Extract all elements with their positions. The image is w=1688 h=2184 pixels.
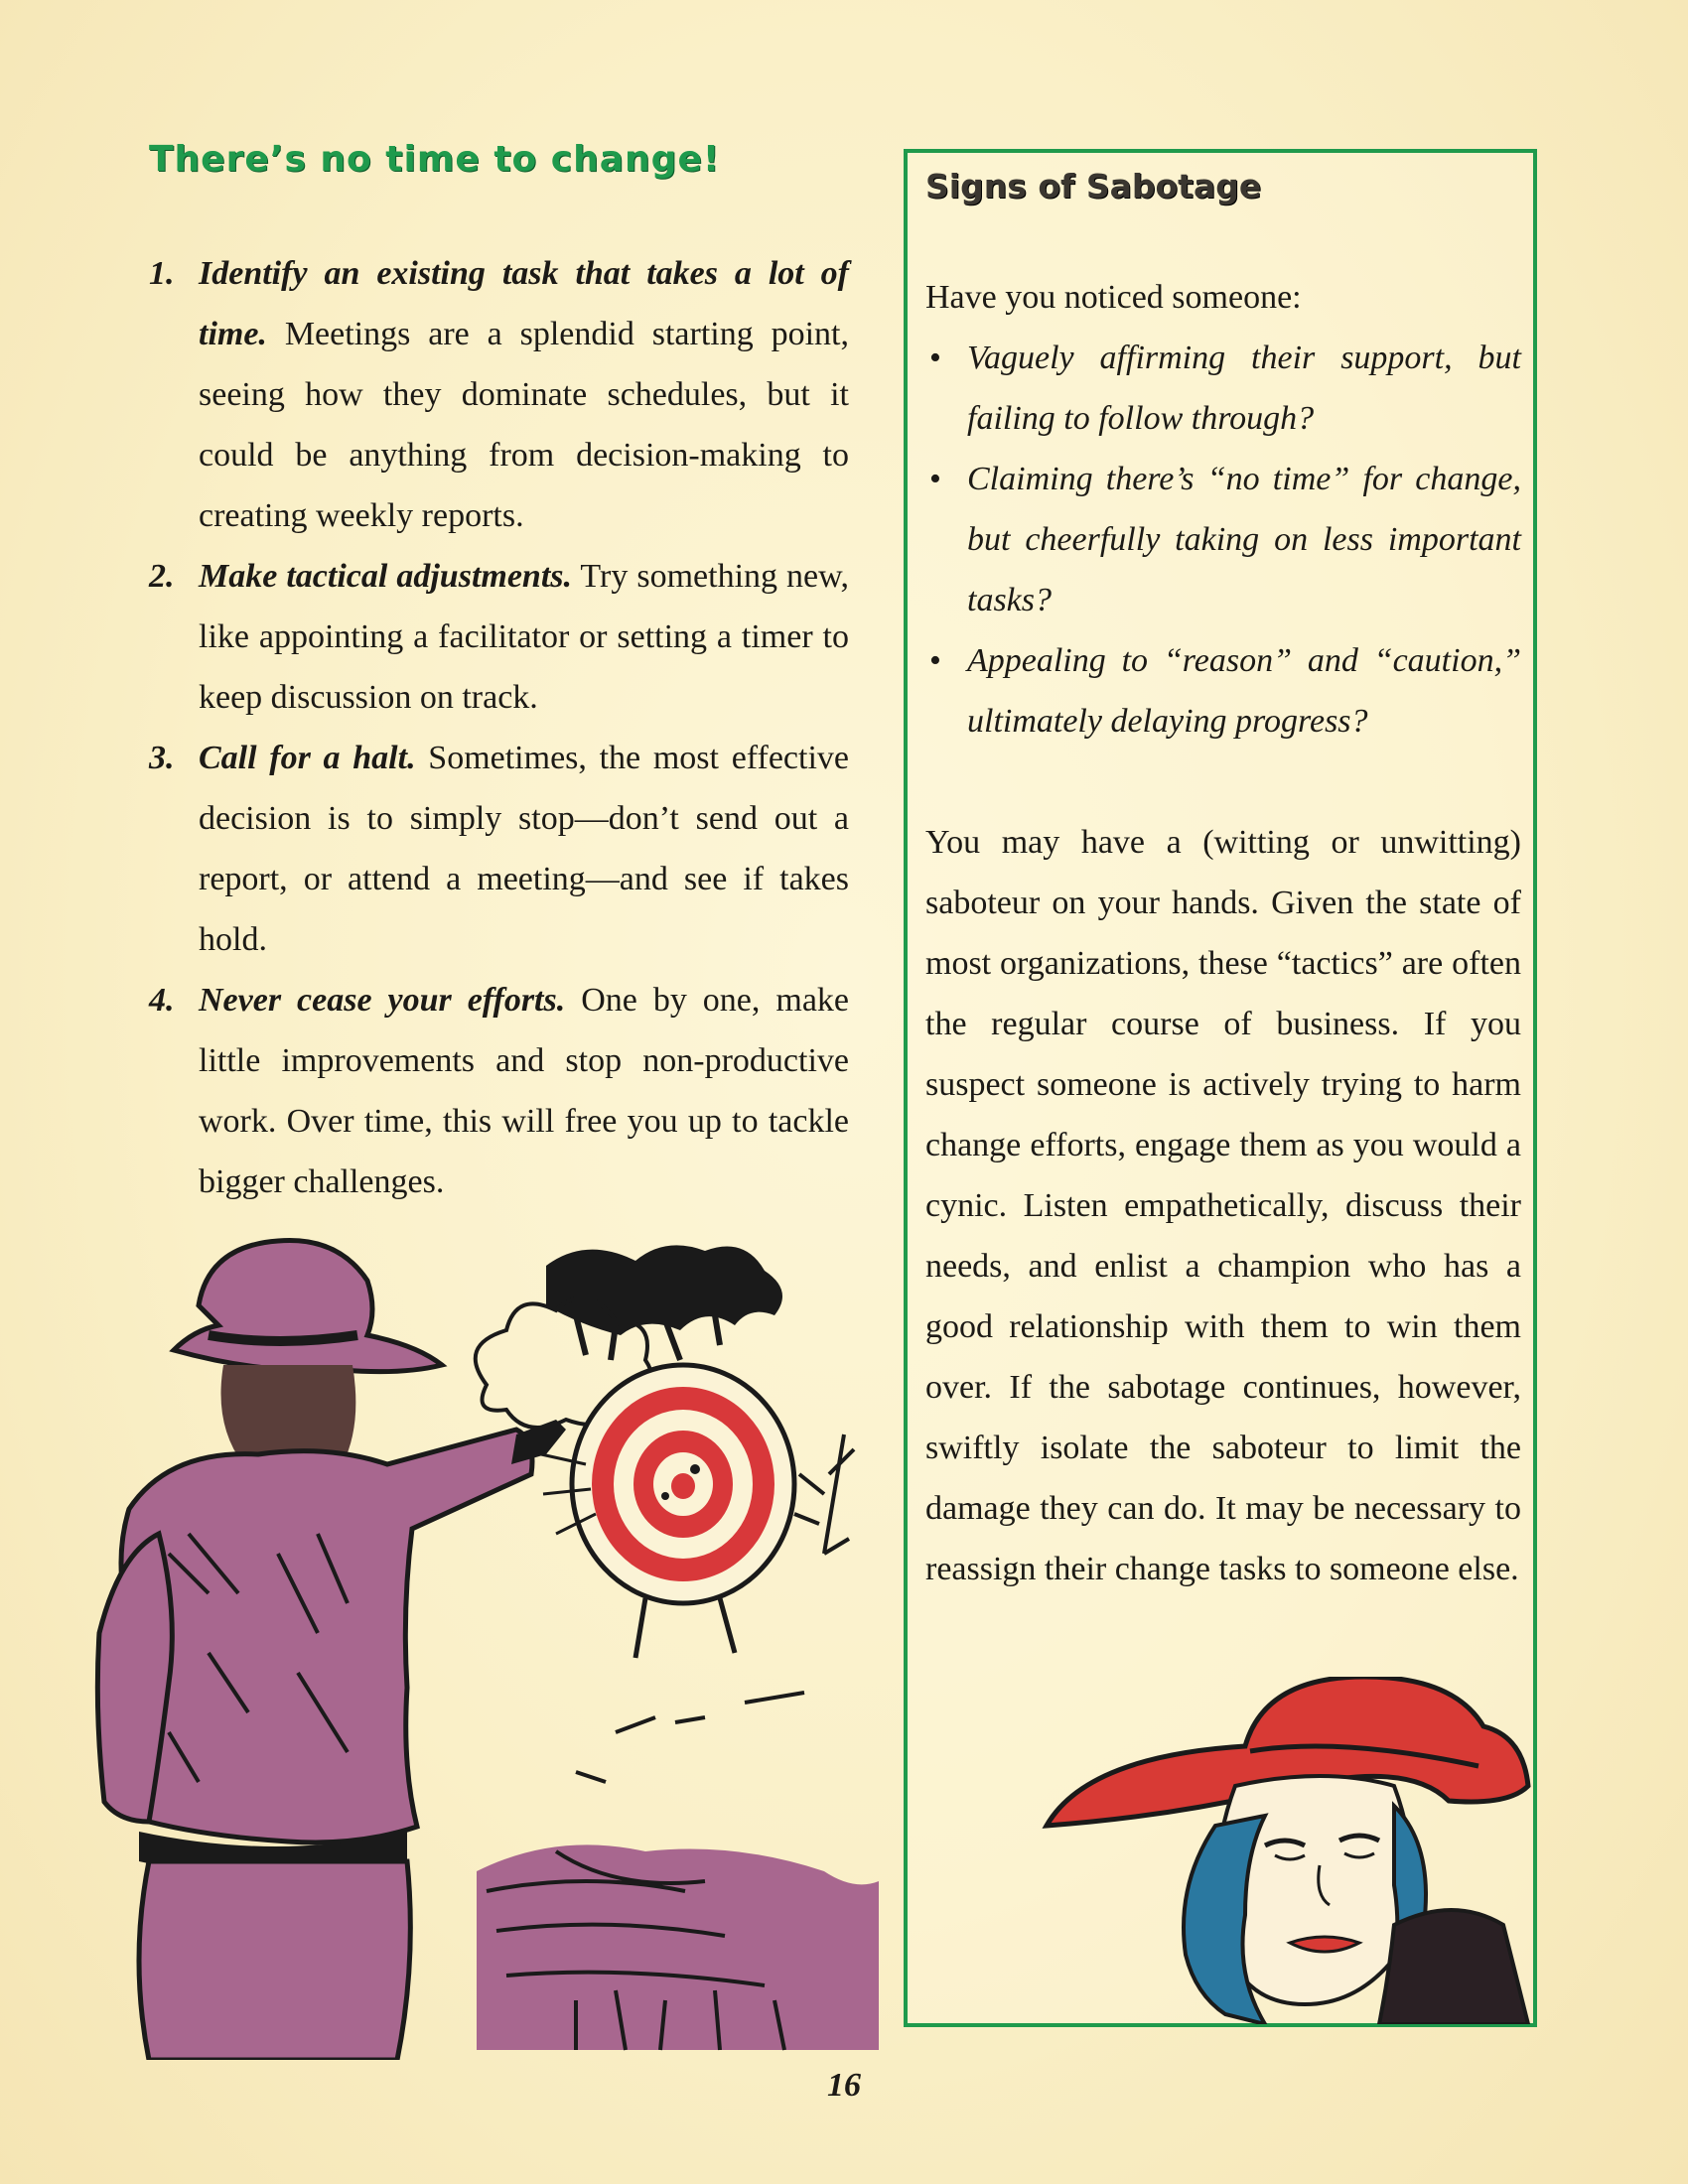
step-text: Sometimes, the most effective decision is to simply stop—don’t send out a report, or attend a meeting—and see if takes hold. — [199, 740, 849, 958]
sabotage-sidebar — [904, 149, 1537, 2027]
page-number: 16 — [827, 2067, 861, 2104]
step-number: 3. — [149, 740, 175, 776]
step-number: 4. — [149, 982, 175, 1019]
step-text: Try something new, like appointing a facilitator or setting a timer to keep discussion on track. — [199, 558, 849, 716]
gunslinger-illustration — [60, 1236, 879, 2060]
list-item: • Appealing to “reason” and “caution,” ultimately delaying progress? — [925, 630, 1521, 751]
step-number: 1. — [149, 255, 175, 292]
step-item — [149, 546, 849, 728]
woman-red-hat-illustration — [1037, 1677, 1533, 2024]
step-lead: Make tactical adjustments. — [199, 558, 573, 595]
step-text: Meetings are a splendid starting point, seeing how they dominate schedules, but it could be anything from decision-making to creating weekly reports. — [199, 316, 849, 534]
section-heading: There’s no time to change! — [149, 139, 721, 180]
step-number: 2. — [149, 558, 175, 595]
rocks-icon — [477, 1693, 879, 2050]
step-lead: Identify an existing task that takes a lot of time. — [199, 255, 849, 352]
steps-list — [149, 243, 849, 1212]
step-lead: Never cease your efforts. — [199, 982, 566, 1019]
collar-icon — [1379, 1910, 1528, 2024]
list-item: • Vaguely affirming their support, but failing to follow through? — [925, 328, 1521, 449]
step-lead: Call for a halt. — [199, 740, 416, 776]
list-item: • Claiming there’s “no time” for change, but cheerfully taking on less important tasks? — [925, 449, 1521, 630]
left-column — [149, 139, 849, 1212]
tree-icon — [794, 1434, 854, 1554]
sabotage-signs-list — [925, 328, 1521, 751]
target-icon — [541, 1365, 794, 1658]
step-item — [149, 970, 849, 1212]
sidebar-intro: Have you noticed someone: — [925, 279, 1302, 316]
sidebar-title: Signs of Sabotage — [925, 167, 1262, 205]
step-item — [149, 243, 849, 546]
foliage-icon — [546, 1245, 782, 1360]
sidebar-body: You may have a (witting or unwitting) saboteur on your hands. Given the state of most organizations, these “tactics” are often the regular course of business. If you suspect someone is actively trying to harm change efforts, engage them as you would a cynic. Listen empathetically, discuss their needs, and enlist a champion who has a good relationship with them to win them over. If the sabotage continues, however, swiftly isolate the saboteur to limit the damage they can do. It may be necessary to reassign their change tasks to someone else. — [925, 824, 1521, 1587]
step-text: One by one, make little improvements and stop non-productive work. Over time, this will free you up to tackle bigger challenges. — [199, 982, 849, 1200]
step-item — [149, 728, 849, 970]
sidebar-content — [925, 167, 1521, 1599]
